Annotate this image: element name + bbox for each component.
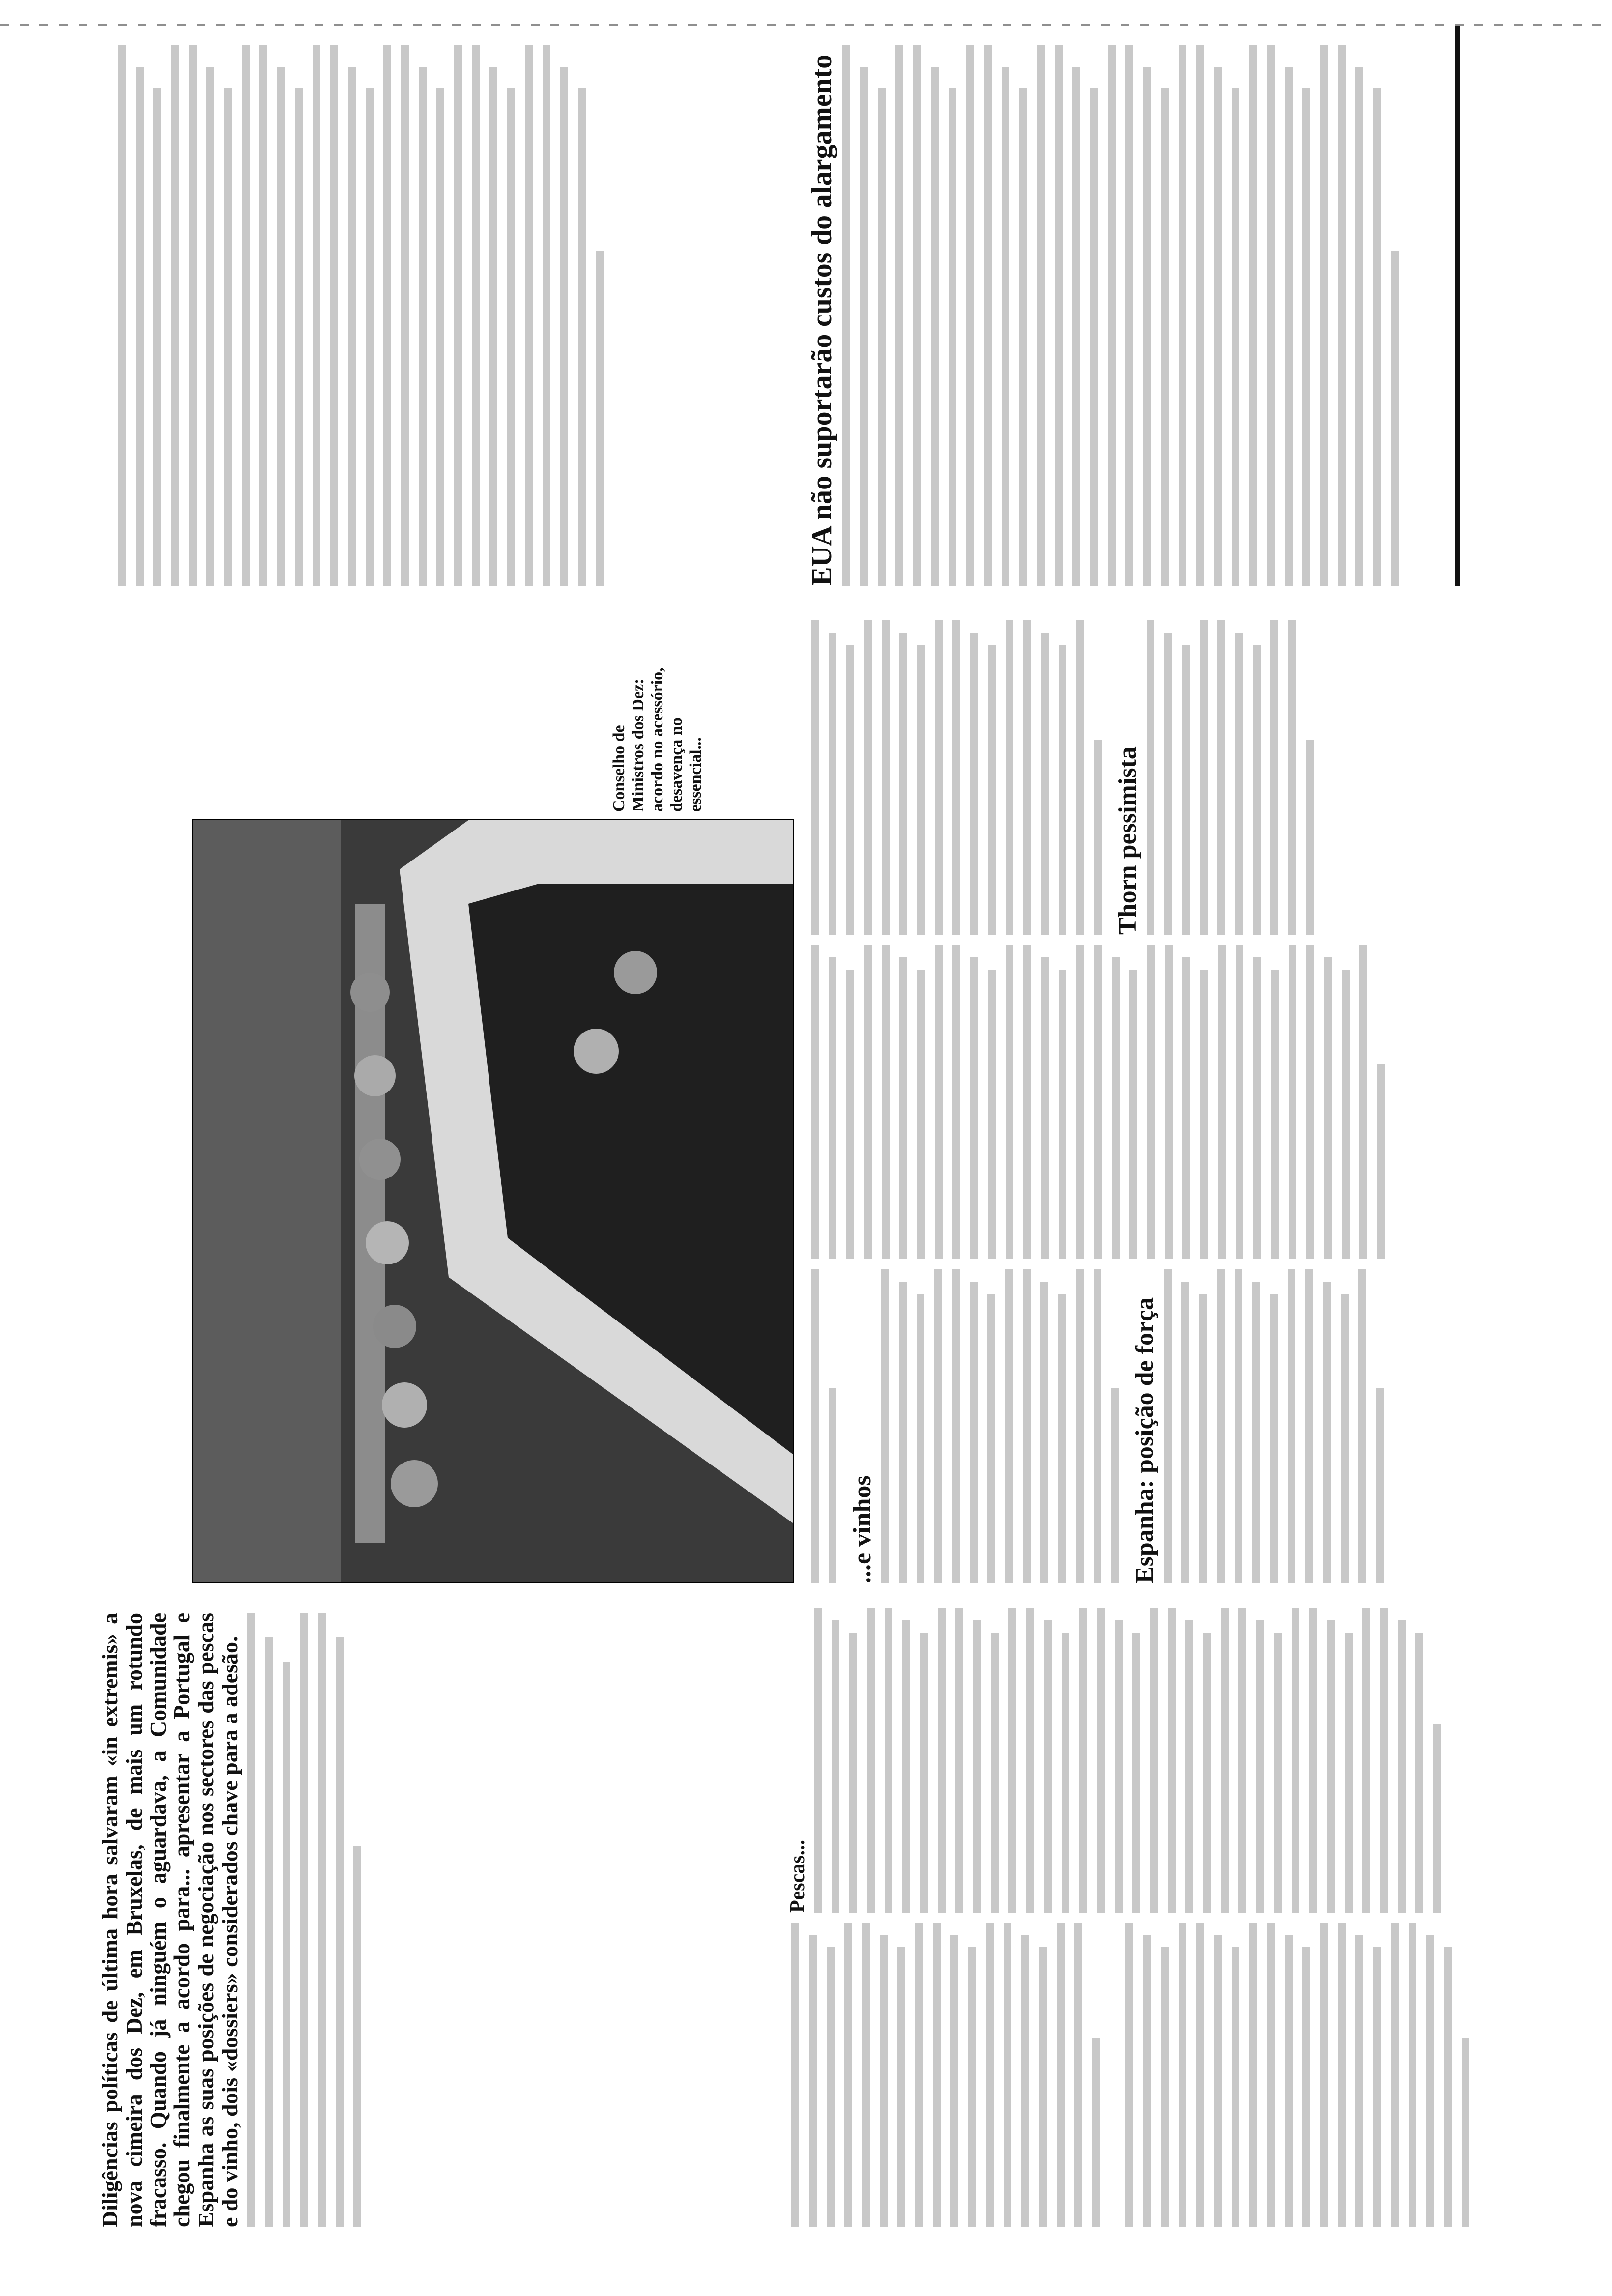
subhead-thorn: Thorn pessimista	[1114, 746, 1142, 935]
column-vinhos	[806, 1269, 1384, 1583]
column-right-top	[113, 45, 604, 586]
lead-intro-text: Diligências políticas de última hora salvaram «in extremis» a nova cimeira dos Dez, em Bruxelas, de mais um rotundo fracasso. Quando já ninguém o aguardava, a Comunidade chegou finalmente a acordo para... apresentar a Portugal e Espanha as suas posições de negociação nos sectores das pescas e do vinho, dois «dossiers» considerados chave para a adesão.	[97, 1613, 242, 2227]
article-lead-intro	[98, 1613, 361, 2227]
column-1	[786, 1923, 1100, 2227]
meeting-photo-icon	[193, 820, 793, 1582]
clipping-edge	[0, 24, 1612, 26]
column-thorn	[806, 620, 1314, 935]
column-eua	[806, 45, 1399, 586]
column-pescas	[786, 1608, 1441, 1913]
subhead-espanha: Espanha: posição de força	[1131, 1297, 1159, 1583]
column-4	[806, 945, 1385, 1259]
subhead-eua: EUA não suportarão custos do alargamento	[806, 54, 837, 586]
kicker-pescas: Pescas...	[786, 1839, 809, 1913]
subhead-vinhos: ...e vinhos	[848, 1475, 876, 1583]
column-1b	[1121, 1923, 1469, 2227]
lead-intro-continued	[247, 1613, 361, 2227]
photo-caption: Conselho de Ministros dos Dez: acordo no acessório, desavença no essencial...	[610, 667, 705, 812]
column-rule	[1455, 26, 1460, 586]
meeting-photo	[192, 819, 794, 1583]
